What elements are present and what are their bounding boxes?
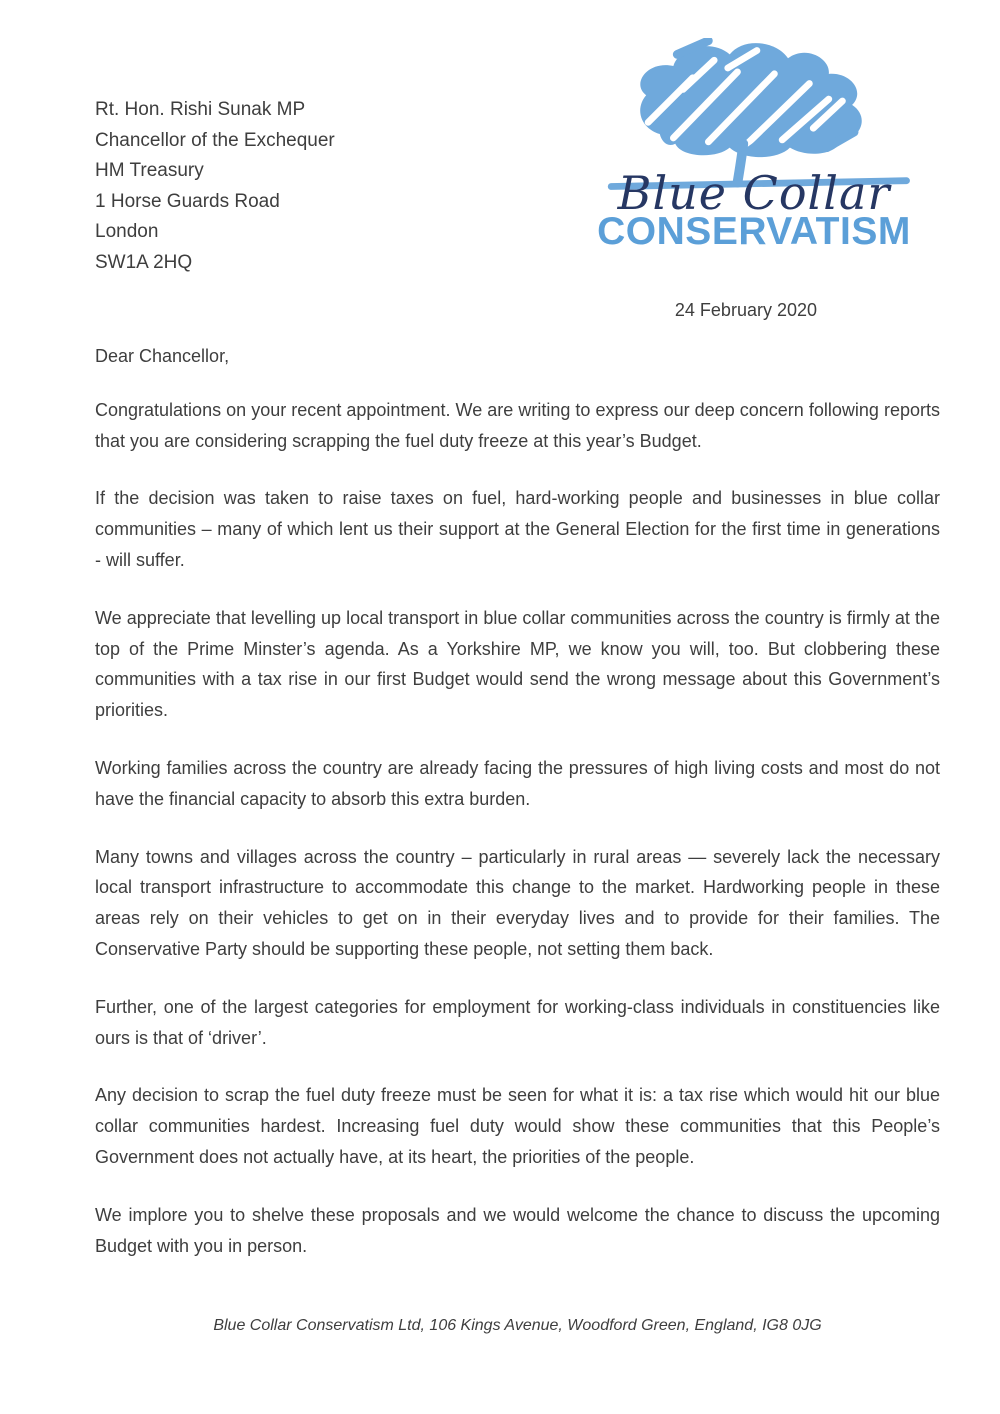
letter-paragraph: Congratulations on your recent appointment. We are writing to express our deep concern following reports that you are considering scrapping the fuel duty freeze at this year’s Budget. xyxy=(95,399,940,451)
recipient-address-line: 1 Horse Guards Road xyxy=(95,190,280,212)
salutation: Dear Chancellor, xyxy=(95,346,230,366)
logo-script-text: Blue Collar xyxy=(617,166,891,220)
letter-paragraph: Working families across the country are already facing the pressures of high living costs and most do not have the financial capacity to absorb this extra burden. xyxy=(95,757,940,809)
letter-paragraph: We appreciate that levelling up local transport in blue collar communities across the country is firmly at the top of the Prime Minster’s agenda. As a Yorkshire MP, we know you will, too. But clobbering these communities with a tax rise in our first Budget would send the wrong message about this Government’s priorities. xyxy=(95,607,940,721)
footer-address: Blue Collar Conservatism Ltd, 106 Kings Avenue, Woodford Green, England, IG8 0JG xyxy=(213,1317,822,1334)
letter-paragraph: Many towns and villages across the country – particularly in rural areas — severely lack the necessary local transport infrastructure to accommodate this change to the market. Hardworking people in these areas rely on their vehicles to get on in their everyday lives and to provide for their families. The Conservative Party should be supporting these people, not setting them back. xyxy=(95,846,940,959)
letter-date: 24 February 2020 xyxy=(674,300,817,320)
recipient-address-line: London xyxy=(95,221,159,243)
letter-paragraph: If the decision was taken to raise taxes on fuel, hard-working people and businesses in blue collar communities – many of which lent us their support at the General Election for the first time in generations - will suffer. xyxy=(95,488,940,570)
letter-paragraph: Further, one of the largest categories for employment for working-class individuals in constituencies like ours is that of ‘driver’. xyxy=(95,996,940,1048)
letter-paragraph: We implore you to shelve these proposals and we would welcome the chance to discuss the upcoming Budget with you in person. xyxy=(95,1204,940,1256)
letter-paragraph: Any decision to scrap the fuel duty freeze must be seen for what it is: a tax rise which would hit our blue collar communities hardest. Increasing fuel duty would show these communities that this People’s Government does not actually have, at its heart, the priorities of the people. xyxy=(95,1085,940,1167)
recipient-address-line: HM Treasury xyxy=(95,160,204,182)
blue-collar-conservatism-logo xyxy=(576,38,932,251)
recipient-address-line: Chancellor of the Exchequer xyxy=(95,129,335,151)
logo-caps-text: CONSERVATISM xyxy=(597,210,911,253)
letter-body xyxy=(95,341,940,1288)
recipient-address xyxy=(95,95,335,279)
recipient-address-line: Rt. Hon. Rishi Sunak MP xyxy=(95,99,306,120)
recipient-address-line: SW1A 2HQ xyxy=(95,251,193,273)
